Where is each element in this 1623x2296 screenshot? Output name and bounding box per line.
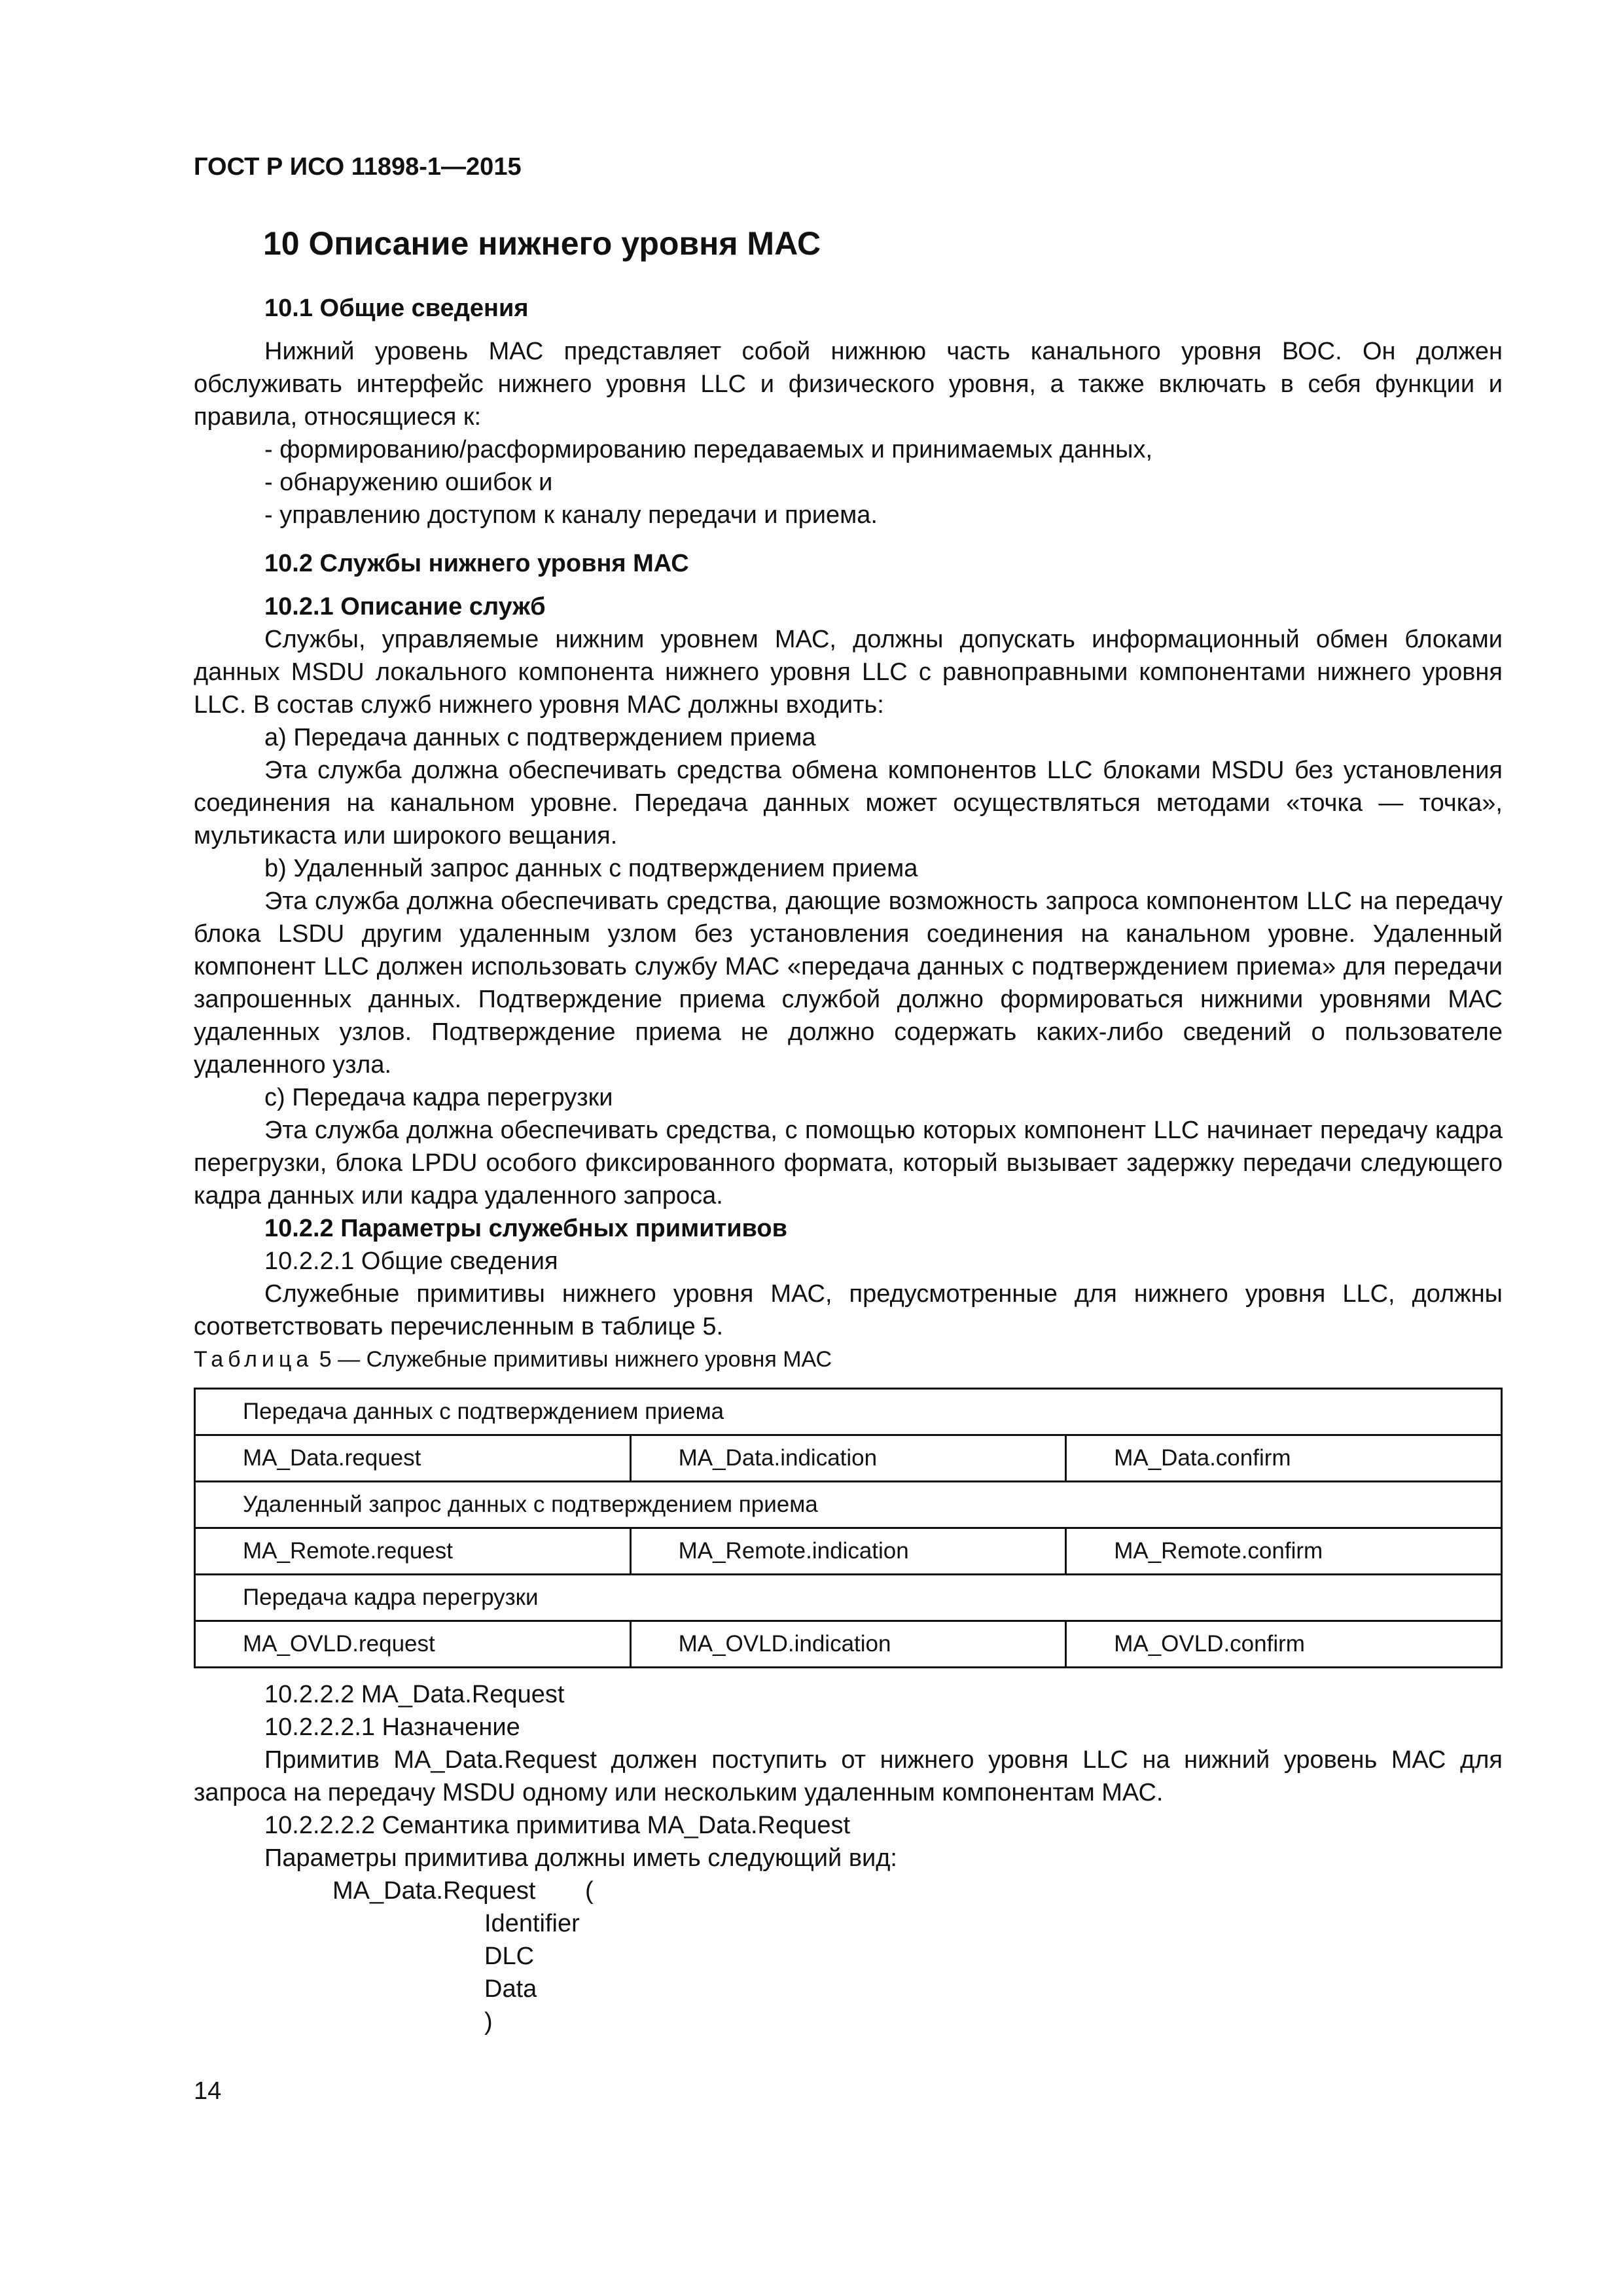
table-group-title: Передача данных с подтверждением приема	[195, 1389, 1502, 1435]
section-title: 10 Описание нижнего уровня МАС	[263, 225, 821, 262]
table-group-row	[195, 1389, 1502, 1435]
document-header: ГОСТ Р ИСО 11898-1—2015	[194, 153, 522, 181]
section-10-2-2-2	[194, 1678, 1503, 2038]
table-cell: MA_Data.confirm	[1066, 1435, 1502, 1482]
primitives-table	[194, 1388, 1503, 1668]
table-group-title: Передача кадра перегрузки	[195, 1575, 1502, 1621]
param-dlc: DLC	[484, 1943, 535, 1970]
table-cell: MA_OVLD.indication	[630, 1621, 1066, 1668]
table-cell: MA_Remote.confirm	[1066, 1528, 1502, 1575]
section-10-2-2-2-2-title: 10.2.2.2.2 Семантика примитива MA_Data.Request	[264, 1812, 851, 1839]
section-10-2-2-2-1-text: Примитив MA_Data.Request должен поступить от нижнего уровня LLC на нижний уровень МАС для запроса на передачу MSDU одному или нескольким удаленным компонентам МАС.	[194, 1746, 1503, 1806]
section-10-2-2-2-1-title: 10.2.2.2.1 Назначение	[264, 1713, 520, 1741]
table-caption-text: 5 — Служебные примитивы нижнего уровня МАС	[319, 1347, 832, 1372]
table-cell: MA_Data.request	[195, 1435, 631, 1482]
table-group-row	[195, 1482, 1502, 1528]
primitive-syntax	[194, 1874, 1503, 2038]
primitive-name: MA_Data.Request	[332, 1877, 536, 1905]
list-item: - управлению доступом к каналу передачи и приема.	[264, 501, 878, 529]
table-cell: MA_Remote.request	[195, 1528, 631, 1575]
table-row	[195, 1528, 1502, 1575]
section-10-2-2-2-2-text: Параметры примитива должны иметь следующий вид:	[264, 1844, 897, 1872]
table-cell: MA_Remote.indication	[630, 1528, 1066, 1575]
section-10-1-paragraph: Нижний уровень МАС представляет собой нижнюю часть канального уровня ВОС. Он должен обслуживать интерфейс нижнего уровня LLC и физического уровня, а также включать в себя функции и правила, относящиеся к:	[194, 338, 1503, 431]
table-cell: MA_Data.indication	[630, 1435, 1066, 1482]
open-paren: (	[585, 1877, 594, 1905]
section-10-1-title: 10.1 Общие сведения	[264, 295, 529, 322]
param-data: Data	[484, 1975, 537, 2003]
service-a-text: Эта служба должна обеспечивать средства обмена компонентов LLC блоками MSDU без установления соединения на канальном уровне. Передача данных может осуществляться методами «точка — точка», мультикаста или широкого вещания.	[194, 757, 1503, 850]
table-row	[195, 1621, 1502, 1668]
section-10-2	[194, 547, 1503, 1343]
close-paren: )	[484, 2008, 493, 2036]
list-item: - формированию/расформированию передаваемых и принимаемых данных,	[264, 436, 1153, 463]
service-b-text: Эта служба должна обеспечивать средства, дающие возможность запроса компонентом LLC на передачу блока LSDU другим удаленным узлом без установления соединения на канальном уровне. Удаленный компонент LLC должен использовать службу МАС «передача данных с подтверждением приема» для передачи запрошенных данных. Подтверждение приема службой должно формироваться нижними уровнями МАС удаленных узлов. Подтверждение приема не должно содержать каких-либо сведений о пользователе удаленного узла.	[194, 888, 1503, 1079]
page-number: 14	[194, 2077, 222, 2105]
table-row	[195, 1435, 1502, 1482]
table-cell: MA_OVLD.confirm	[1066, 1621, 1502, 1668]
section-10-2-2-title: 10.2.2 Параметры служебных примитивов	[264, 1215, 787, 1242]
section-10-2-title: 10.2 Службы нижнего уровня МАС	[264, 550, 689, 577]
section-10-2-1-paragraph: Службы, управляемые нижним уровнем МАС, должны допускать информационный обмен блоками данных MSDU локального компонента нижнего уровня LLC с равноправными компонентами нижнего уровня LLC. В состав служб нижнего уровня МАС должны входить:	[194, 626, 1503, 719]
section-10-2-1-title: 10.2.1 Описание служб	[264, 593, 546, 620]
table-group-title: Удаленный запрос данных с подтверждением приема	[195, 1482, 1502, 1528]
section-10-2-2-2-title: 10.2.2.2 MA_Data.Request	[264, 1681, 565, 1708]
service-b-title: b) Удаленный запрос данных с подтверждением приема	[264, 855, 918, 882]
section-10-1	[194, 292, 1503, 531]
service-c-title: c) Передача кадра перегрузки	[264, 1084, 613, 1111]
section-10-2-2-1-text: Служебные примитивы нижнего уровня МАС, предусмотренные для нижнего уровня LLC, должны соответствовать перечисленным в таблице 5.	[194, 1280, 1503, 1340]
service-c-text: Эта служба должна обеспечивать средства, с помощью которых компонент LLC начинает передачу кадра перегрузки, блока LPDU особого фиксированного формата, который вызывает задержку передачи следующего кадра данных или кадра удаленного запроса.	[194, 1117, 1503, 1210]
table-cell: MA_OVLD.request	[195, 1621, 631, 1668]
param-identifier: Identifier	[484, 1910, 580, 1937]
section-10-2-2-1-title: 10.2.2.1 Общие сведения	[264, 1247, 558, 1275]
service-a-title: a) Передача данных с подтверждением приема	[264, 724, 816, 751]
table-caption-word: Таблица	[194, 1347, 313, 1372]
table-caption	[194, 1343, 832, 1376]
list-item: - обнаружению ошибок и	[264, 469, 553, 496]
table-group-row	[195, 1575, 1502, 1621]
